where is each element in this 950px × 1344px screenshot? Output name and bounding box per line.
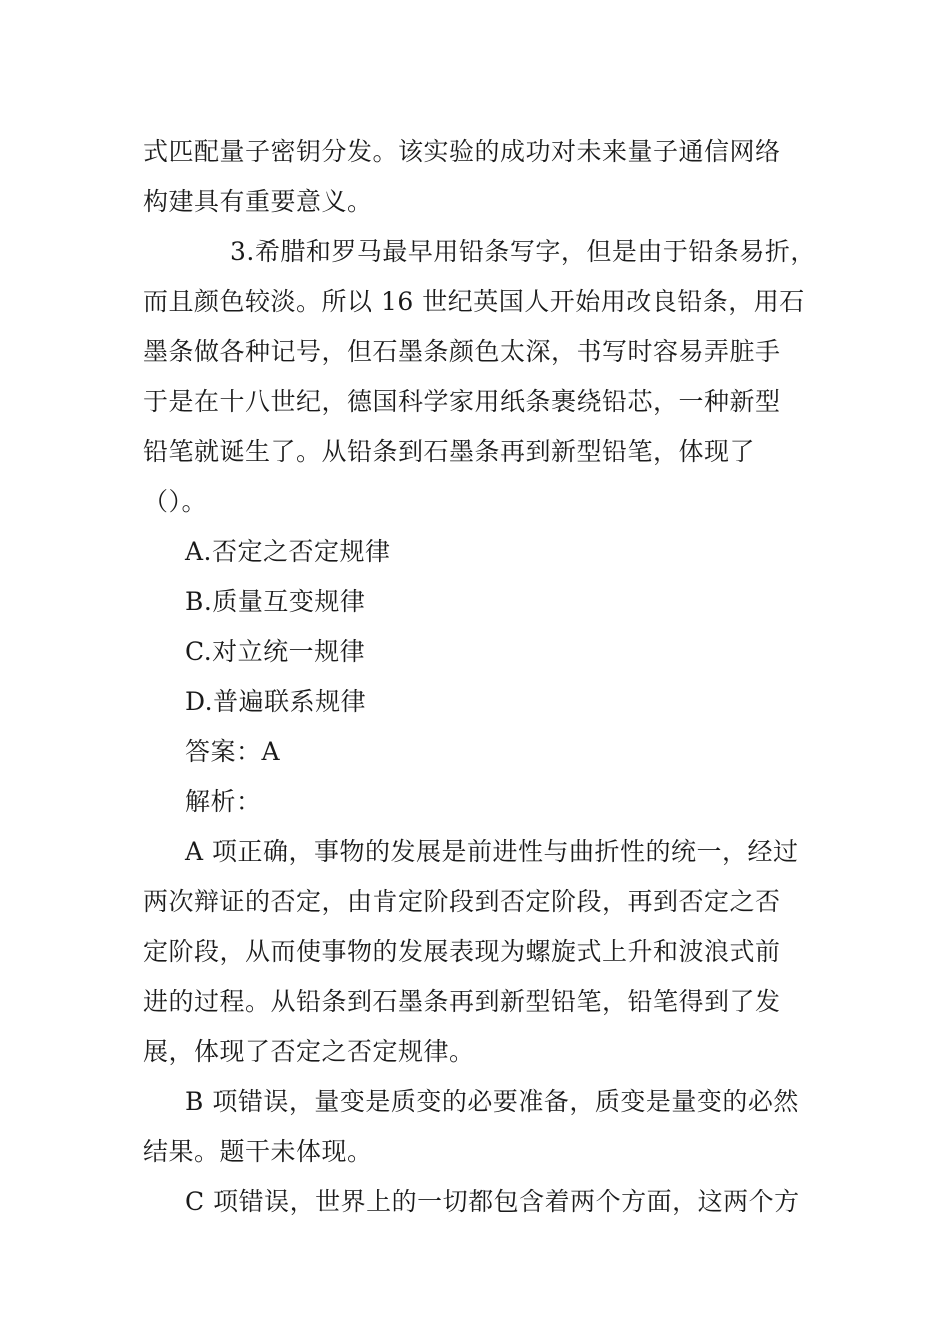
explanation-a-line-4: 进的过程。从铅条到石墨条再到新型铅笔，铅笔得到了发 [143, 987, 781, 1016]
answer-line: 答案：A [185, 737, 281, 766]
explanation-a-line-2: 两次辩证的否定，由肯定阶段到否定阶段，再到否定之否 [143, 887, 781, 916]
analysis-label: 解析： [185, 787, 262, 816]
option-c: C.对立统一规律 [185, 637, 366, 666]
question-stem-line-5: 铅笔就诞生了。从铅条到石墨条再到新型铅笔，体现了 [143, 437, 756, 466]
explanation-b-line-1: B 项错误，量变是质变的必要准备，质变是量变的必然 [185, 1087, 799, 1116]
explanation-b-line-2: 结果。题干未体现。 [143, 1137, 373, 1166]
question-stem-line-4: 于是在十八世纪，德国科学家用纸条裹绕铅芯，一种新型 [143, 387, 781, 416]
continuation-line-1: 式匹配量子密钥分发。该实验的成功对未来量子通信网络 [143, 137, 781, 166]
explanation-a-line-3: 定阶段，从而使事物的发展表现为螺旋式上升和波浪式前 [143, 937, 781, 966]
option-b: B.质量互变规律 [185, 587, 366, 616]
question-stem-line-3: 墨条做各种记号，但石墨条颜色太深，书写时容易弄脏手 [143, 337, 781, 366]
question-stem-line-2: 而且颜色较淡。所以 16 世纪英国人开始用改良铅条，用石 [143, 287, 805, 316]
explanation-a-line-1: A 项正确，事物的发展是前进性与曲折性的统一，经过 [185, 837, 799, 866]
option-a: A.否定之否定规律 [185, 537, 391, 566]
question-stem-line-1: 3.希腊和罗马最早用铅条写字，但是由于铅条易折， [230, 237, 816, 266]
option-d: D.普遍联系规律 [185, 687, 367, 716]
question-stem-line-6: （）。 [143, 487, 208, 516]
explanation-a-line-5: 展，体现了否定之否定规律。 [143, 1037, 475, 1066]
explanation-c-line-1: C 项错误，世界上的一切都包含着两个方面，这两个方 [185, 1187, 800, 1216]
continuation-line-2: 构建具有重要意义。 [143, 187, 373, 216]
